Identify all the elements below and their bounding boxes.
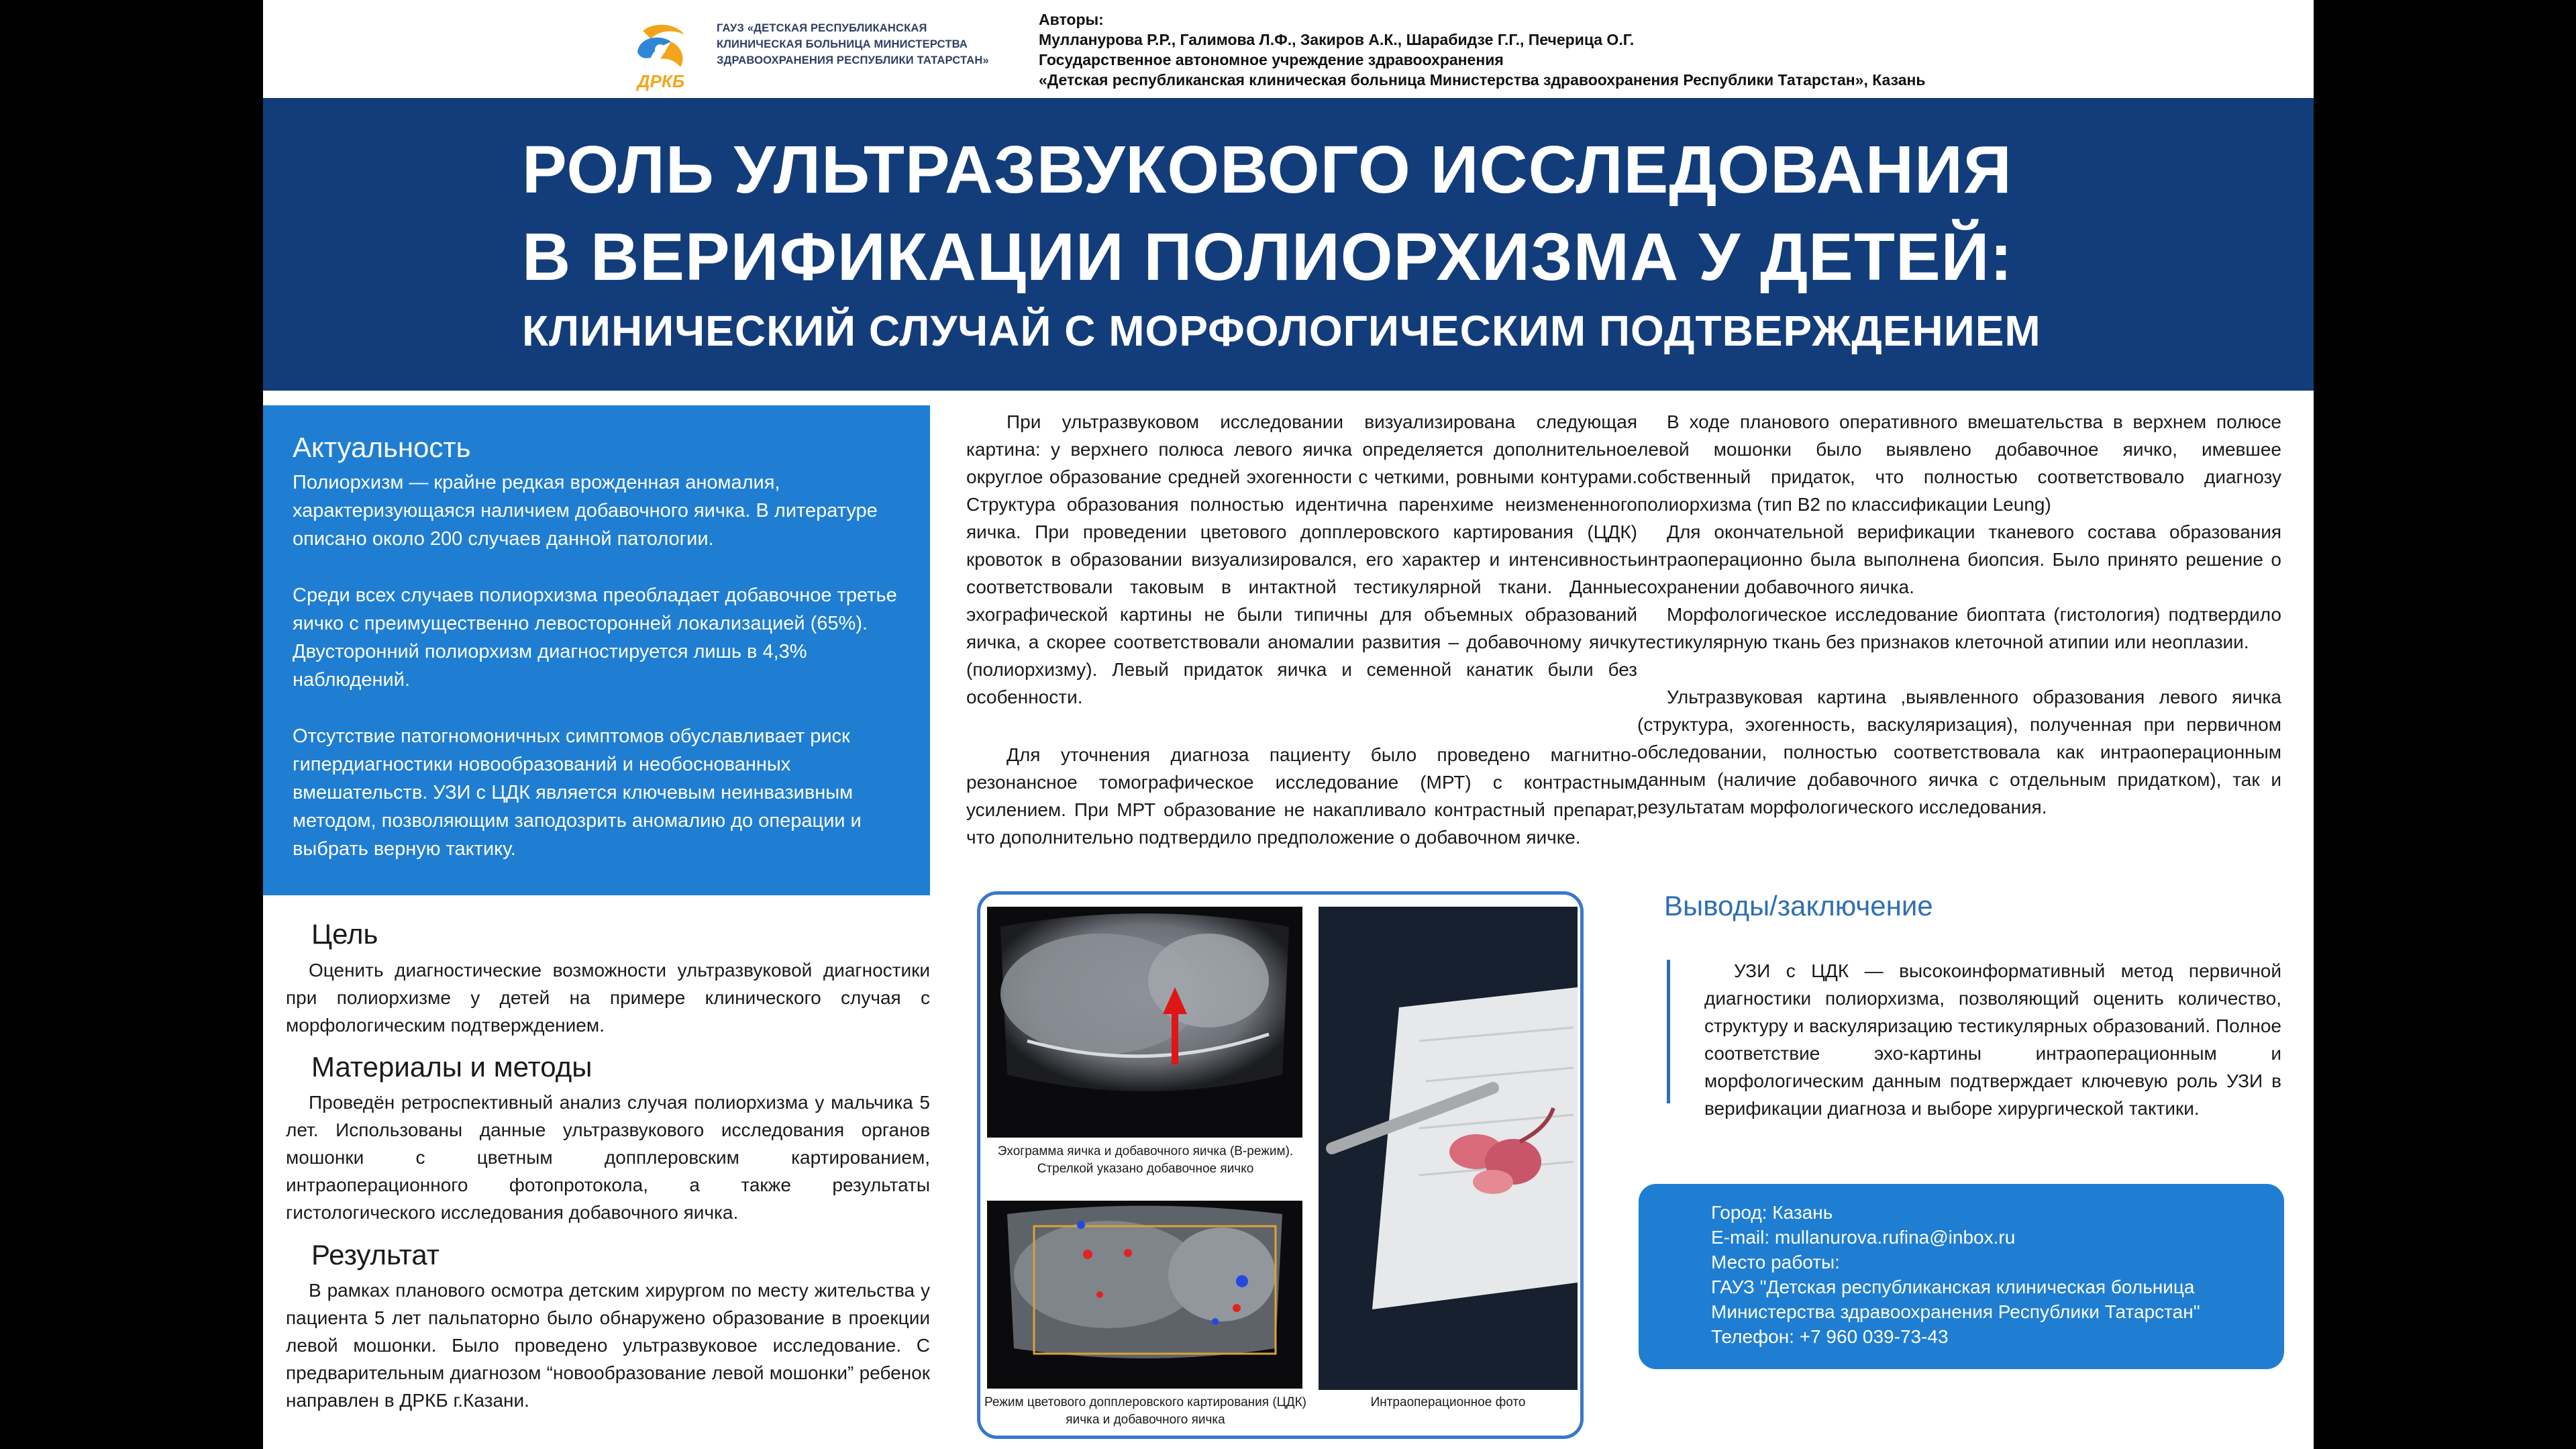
aim-text: Оценить диагностические возможности ультразвуковой диагностики при полиорхизме у детей на примере клинического случая с морфологическим подтверждением. (286, 960, 930, 1036)
conclusion-text: УЗИ с ЦДК — высокоинформативный метод первичной диагностики полиорхизма, позволяющий оценить количество, структуру и васкуляризацию тестикулярных образований. Полное соответствие эхо-картины интраоперационным и морфологическим данным подтверждает ключевую роль УЗИ в верификации диагноза и выборе хирургической тактики. (1704, 960, 2281, 1119)
org-line: ЗДРАВООХРАНЕНИЯ РЕСПУБЛИКИ ТАТАРСТАН» (717, 54, 989, 66)
authors-list: Мулланурова Р.Р., Галимова Л.Ф., Закиров А.К., Шарабидзе Г.Г., Печерица О.Г. (1039, 31, 1635, 48)
surgery-paragraph: В ходе планового оперативного вмешательства в верхнем полюсе левой мошонки было выявлено добавочное яичко, имевшее собственный придаток, что полностью соответствовало диагнозу полиорхизма (тип В2 по классификации Leung) (1637, 411, 2281, 515)
contact-work-line: ГАУЗ "Детская республиканская клиническая больница (1711, 1277, 2195, 1297)
contact-phone: Телефон: +7 960 039-73-43 (1711, 1326, 1949, 1347)
org-line: КЛИНИЧЕСКАЯ БОЛЬНИЦА МИНИСТЕРСТВА (717, 38, 968, 50)
figure-caption: Интраоперационное фото (1370, 1395, 1526, 1409)
poster (263, 0, 2314, 1449)
intraoperative-photo (1319, 907, 1578, 1390)
ultrasound-doppler-image (987, 1201, 1302, 1389)
logo-text: ДРКБ (637, 71, 685, 91)
authors-label: Авторы: (1039, 11, 1104, 28)
figure-panel (977, 891, 1584, 1439)
histology-paragraph: Морфологическое исследование биоптата (гистология) подтвердило тестикулярную ткань без признаков клеточной атипии или неоплазии. (1637, 604, 2281, 652)
poster-title-line: В ВЕРИФИКАЦИИ ПОЛИОРХИЗМА У ДЕТЕЙ: (522, 219, 2013, 295)
institution-line: Государственное автономное учреждение здравоохранения (1039, 51, 1504, 68)
aim-title: Цель (311, 918, 378, 950)
title-banner (263, 98, 2314, 391)
relevance-box (263, 405, 930, 895)
org-line: ГАУЗ «ДЕТСКАЯ РЕСПУБЛИКАНСКАЯ (717, 22, 927, 34)
relevance-title: Актуальность (293, 432, 471, 463)
ultrasound-paragraph: При ультразвуковом исследовании визуализирована следующая картина: у верхнего полюса левого яичка определяется дополнительное округлое образование средней эхогенности с четкими, ровными контурами. Структура образования полностью идентична паренхиме неизмененного яичка. При проведении цветового допплеровского картирования (ЦДК) кровоток в образовании визуализировался, его характер и интенсивность соответствовали таковым в интактной тестикулярной ткани. Данные эхографической картины не были типичны для объемных образований яичка, а скорее соответствовали аномалии развития – добавочному яичку (полиорхизму). Левый придаток яичка и семенной канатик были без особенности. (966, 411, 1637, 707)
relevance-paragraph: Полиорхизм — крайне редкая врожденная аномалия, характеризующаяся наличием добавочного яичка. В литературе описано около 200 случаев данной патологии. (293, 472, 878, 550)
figure-caption: Эхограмма яичка и добавочного яичка (В-режим). Стрелкой указано добавочное яичко (997, 1144, 1294, 1176)
contact-box (1639, 1184, 2284, 1369)
authors-block (1039, 9, 2179, 90)
contact-work-line: Министерства здравоохранения Республики Татарстан" (1711, 1301, 2200, 1322)
methods-text: Проведён ретроспективный анализ случая полиорхизма у мальчика 5 лет. Использованы данные ультразвукового исследования органов мошонки с цветным допплеровским картированием, интраоперационного фотопротокола, а также результаты гистологического исследования добавочного яичка. (286, 1092, 930, 1223)
result-text: В рамках планового осмотра детским хирургом по месту жительства у пациента 5 лет пальпаторно было обнаружено образование в проекции левой мошонки. Было проведено ультразвуковое исследование. С предварительным диагнозом “новообразование левой мошонки” ребенок направлен в ДРКБ г.Казани. (286, 1280, 930, 1411)
ultrasound-b-mode-image (987, 907, 1302, 1138)
relevance-paragraph: Отсутствие патогномоничных симптомов обуславливает риск гипердиагностики новообразований и необоснованных вмешательств. УЗИ с ЦДК является ключевым неинвазивным методом, позволяющим заподозрить аномалию до операции и выбрать верную тактику. (293, 726, 862, 860)
institution-line: «Детская республиканская клиническая больница Министерства здравоохранения Республики Татарстан», Казань (1039, 71, 1926, 89)
summary-paragraph: Ультразвуковая картина ,выявленного образования левого яичка (структура, эхогенность, васкуляризация), полученная при первичном обследовании, полностью соответствовала как интраоперационным данным (наличие добавочного яичка с отдельным придатком), так и результатам морфологического исследования. (1637, 687, 2281, 817)
conclusion-title: Выводы/заключение (1664, 890, 1933, 921)
contact-email: E-mail: mullanurova.rufina@inbox.ru (1711, 1227, 2016, 1248)
mri-paragraph: Для уточнения диагноза пациенту было проведено магнитно-резонансное томографическое исследование (МРТ) с контрастным усилением. При МРТ образование не накапливало контрастный препарат, что дополнительно подтвердило предположение о добавочном яичке. (966, 744, 1637, 848)
biopsy-paragraph: Для окончательной верификации тканевого состава образования интраоперационно была выполнена биопсия. Было принято решение о сохранении добавочного яичка. (1637, 521, 2281, 597)
poster-title-line: РОЛЬ УЛЬТРАЗВУКОВОГО ИССЛЕДОВАНИЯ (522, 132, 2012, 207)
relevance-paragraph: Среди всех случаев полиорхизма преобладает добавочное третье яичко с преимущественно левосторонней локализацией (65%). Двусторонний полиорхизм диагностируется лишь в 4,3% наблюдений. (293, 585, 897, 691)
figure-caption: Режим цветового допплеровского картирования (ЦДК) яичка и добавочного яичка (984, 1395, 1306, 1427)
poster-subtitle: КЛИНИЧЕСКИЙ СЛУЧАЙ С МОРФОЛОГИЧЕСКИМ ПОДТВЕРЖДЕНИЕМ (522, 307, 2041, 355)
contact-work-label: Место работы: (1711, 1252, 1840, 1272)
hospital-logo (624, 19, 698, 94)
conclusion-accent-bar (1667, 960, 1670, 1103)
result-title: Результат (311, 1239, 440, 1270)
organization-name (717, 20, 998, 68)
contact-city: Город: Казань (1711, 1202, 1833, 1223)
methods-title: Материалы и методы (311, 1051, 593, 1083)
